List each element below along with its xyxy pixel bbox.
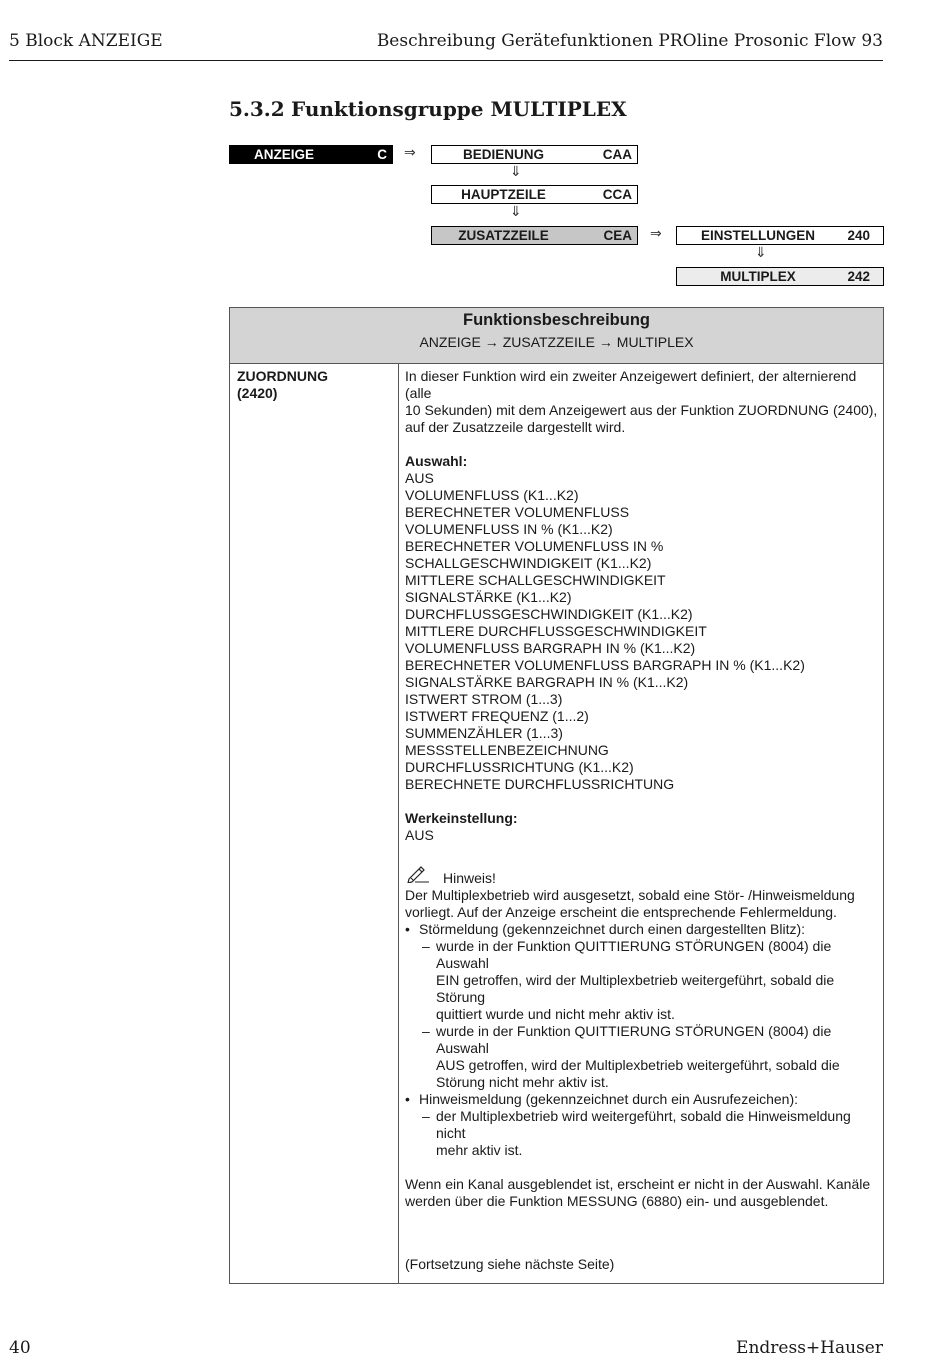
auswahl-option: VOLUMENFLUSS (K1...K2) [405,487,579,503]
dash-line: mehr aktiv ist. [436,1142,523,1158]
arrow-right-icon: → [598,334,613,350]
nav-box-bedienung [431,145,638,164]
nav-box-anzeige [229,145,393,164]
nav-code: C [377,147,387,162]
section-heading [229,97,627,121]
auswahl-option: VOLUMENFLUSS IN % (K1...K2) [405,521,613,537]
hinweis-text: vorliegt. Auf der Anzeige erscheint die entsprechende Fehlermeldung. [405,904,837,920]
auswahl-option: DURCHFLUSSRICHTUNG (K1...K2) [405,759,634,775]
running-header-title: Beschreibung Gerätefunktionen PROline Prosonic Flow 93 [376,31,883,51]
section-number: 5.3.2 [229,97,285,121]
nav-label: ANZEIGE [253,147,314,162]
auswahl-option: SIGNALSTÄRKE (K1...K2) [405,589,572,605]
werkeinstellung-value: AUS [405,827,434,843]
dash-line: wurde in der Funktion QUITTIERUNG STÖRUNGEN (8004) die Auswahl [436,1023,832,1056]
nav-box-einstellungen [676,226,884,245]
function-name-cell [237,368,328,402]
intro-line: In dieser Funktion wird ein zweiter Anzeigewert definiert, der alternierend (alle [405,368,857,401]
function-description-cell [405,368,879,1210]
hinweis-row [405,865,879,887]
header-divider [9,60,883,61]
auswahl-option: MITTLERE SCHALLGESCHWINDIGKEIT [405,572,666,588]
nav-code: CCA [602,187,632,202]
auswahl-option: SCHALLGESCHWINDIGKEIT (K1...K2) [405,555,652,571]
auswahl-option: BERECHNETER VOLUMENFLUSS IN % [405,538,664,554]
function-code: (2420) [237,385,278,401]
section-title: Funktionsgruppe MULTIPLEX [291,97,627,121]
kanal-note: werden über die Funktion MESSUNG (6880) ein- und ausgeblendet. [405,1193,829,1209]
nav-box-hauptzeile [431,185,638,204]
kanal-note: Wenn ein Kanal ausgeblendet ist, erscheint er nicht in der Auswahl. Kanäle [405,1176,871,1192]
intro-line: auf der Zusatzzeile dargestellt wird. [405,419,626,435]
menu-path [230,334,883,350]
bullet-mark: • [405,921,410,937]
page-number: 40 [9,1338,31,1358]
arrow-right-icon: ⇒ [650,226,662,242]
running-header-section: 5 Block ANZEIGE [9,31,163,51]
nav-label: BEDIENUNG [462,147,544,162]
dash-line: AUS getroffen, wird der Multiplexbetrieb weitergeführt, sobald die [436,1057,840,1073]
nav-label: HAUPTZEILE [461,187,546,202]
list-item [405,938,879,1023]
dash-line: wurde in der Funktion QUITTIERUNG STÖRUNGEN (8004) die Auswahl [436,938,832,971]
nav-box-zusatzzeile [431,226,638,245]
list-item [405,1091,879,1108]
auswahl-option: BERECHNETER VOLUMENFLUSS [405,504,630,520]
auswahl-option: VOLUMENFLUSS BARGRAPH IN % (K1...K2) [405,640,696,656]
hinweis-label: Hinweis! [443,870,496,886]
auswahl-option: BERECHNETE DURCHFLUSSRICHTUNG [405,776,675,792]
path-item: ANZEIGE [419,334,481,350]
werkeinstellung-label: Werkeinstellung: [405,810,518,826]
nav-code: 240 [847,228,870,243]
auswahl-option: BERECHNETER VOLUMENFLUSS BARGRAPH IN % (K1...K2) [405,657,805,673]
nav-label: ZUSATZZEILE [458,228,549,243]
nav-code: CEA [603,228,632,243]
dash-line: Störung nicht mehr aktiv ist. [436,1074,609,1090]
arrow-down-icon: ⇓ [510,164,522,180]
function-description-table [229,307,884,1284]
auswahl-option: SIGNALSTÄRKE BARGRAPH IN % (K1...K2) [405,674,689,690]
arrow-down-icon: ⇓ [510,204,522,220]
nav-code: 242 [847,269,870,284]
auswahl-option: ISTWERT STROM (1...3) [405,691,563,707]
list-item [405,1108,879,1159]
column-divider [398,364,399,1283]
hinweis-text: Der Multiplexbetrieb wird ausgesetzt, sobald eine Stör- /Hinweismeldung [405,887,855,903]
dash-line: EIN getroffen, wird der Multiplexbetrieb weitergeführt, sobald die Störung [436,972,835,1005]
path-item: ZUSATZZEILE [502,334,595,350]
arrow-right-icon: → [484,334,499,350]
pencil-note-icon [406,865,430,883]
bullet-text: Störmeldung (gekennzeichnet durch einen dargestellten Blitz): [419,921,806,937]
auswahl-option: ISTWERT FREQUENZ (1...2) [405,708,589,724]
nav-label: MULTIPLEX [720,269,796,284]
auswahl-option: AUS [405,470,434,486]
nav-code: CAA [602,147,632,162]
dash-mark: – [422,938,430,954]
brand-logo: Endress+Hauser [736,1338,883,1358]
continuation-note: (Fortsetzung siehe nächste Seite) [405,1256,615,1272]
table-header [230,308,883,364]
intro-line: 10 Sekunden) mit dem Anzeigewert aus der Funktion ZUORDNUNG (2400), [405,402,878,418]
list-item [405,1023,879,1091]
arrow-down-icon: ⇓ [755,245,767,261]
auswahl-options [405,470,879,793]
dash-mark: – [422,1023,430,1039]
dash-mark: – [422,1108,430,1124]
function-name: ZUORDNUNG [237,368,328,384]
auswahl-option: DURCHFLUSSGESCHWINDIGKEIT (K1...K2) [405,606,693,622]
nav-label: EINSTELLUNGEN [700,228,815,243]
list-item [405,921,879,938]
auswahl-option: MITTLERE DURCHFLUSSGESCHWINDIGKEIT [405,623,707,639]
bullet-mark: • [405,1091,410,1107]
dash-line: der Multiplexbetrieb wird weitergeführt, sobald die Hinweismeldung nicht [436,1108,851,1141]
dash-line: quittiert wurde und nicht mehr aktiv ist. [436,1006,675,1022]
auswahl-option: MESSSTELLENBEZEICHNUNG [405,742,609,758]
auswahl-option: SUMMENZÄHLER (1...3) [405,725,563,741]
table-heading: Funktionsbeschreibung [462,311,650,329]
nav-box-multiplex [676,267,884,286]
bullet-text: Hinweismeldung (gekennzeichnet durch ein Ausrufezeichen): [419,1091,798,1107]
path-item: MULTIPLEX [616,334,694,350]
auswahl-label: Auswahl: [405,453,468,469]
arrow-right-icon: ⇒ [404,145,416,161]
